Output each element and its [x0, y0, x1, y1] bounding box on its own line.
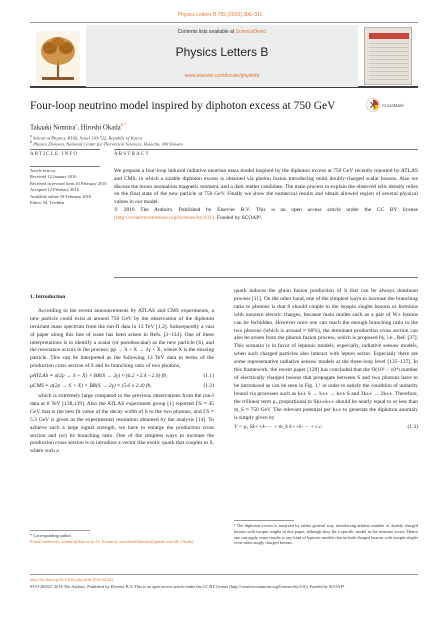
sciencedirect-link[interactable]: ScienceDirect [235, 29, 267, 35]
author-name[interactable]: Takaaki Nomura [30, 124, 76, 132]
divider [30, 166, 100, 167]
affiliation-b [30, 140, 183, 147]
author-separator: , [77, 124, 81, 132]
divider [30, 574, 418, 575]
section-heading-introduction: 1. Introduction [30, 294, 66, 300]
affiliation-marker: b [30, 140, 32, 144]
history-revised: Received in revised form 10 February 2016 [30, 180, 107, 186]
equation-1-3 [234, 424, 418, 432]
journal-cover-thumbnail[interactable] [364, 27, 412, 85]
journal-masthead [30, 22, 418, 88]
masthead-banner [86, 25, 358, 87]
affiliation-marker[interactable]: a [75, 122, 78, 127]
crossmark-badge[interactable] [366, 98, 404, 112]
equation-number[interactable]: (1.1) [203, 373, 214, 380]
equation-body: μATLAS ≡ σ(2p → S + X) × BR(S → 2γ) ≈ (6.2 +2.4 −2.0) fb, [30, 373, 168, 380]
author-emails[interactable]: E-mail addresses: nomura@kias.re.kr (T. Nomura), macokada3hiroshi@gmail.com (H. Okada). [30, 538, 195, 544]
paragraph: which is extremely large compared to the previous observations from the run-I data at 8 TeV [138,139]. Also the ATLAS experiment group [1] reported ΓS ≈ 45 GeV that is the best fit value of the decay width of S to the two photons, and ΓS ≈ 5.3 GeV is given as the experimental resolution obtained by the analysis [14]. To achieve such a large signal strength, we have to enlarge the production cross section and (or) its branching ratio. One of the simplest ways to increase the production cross section is to introduce a vector like exotic quark that couples to S, where such a [30, 392, 214, 455]
journal-homepage [86, 73, 358, 79]
contents-text: Contents lists available at [177, 29, 236, 35]
footnote-divider [234, 520, 294, 521]
history-online: Available online 18 February 2016 [30, 193, 92, 199]
crossmark-icon [366, 98, 380, 112]
equation-1-2 [30, 383, 214, 391]
abstract-heading: ABSTRACT [114, 152, 150, 157]
equation-1-1 [30, 373, 214, 381]
equation-body: μCMS ≡ σ(2p → S + X) × BR(S → 2γ) ≈ (5.6 ± 2.4) fb, [30, 383, 152, 390]
paper-title: Four-loop neutrino model inspired by diphoton excess at 750 GeV [30, 100, 336, 112]
history-label: Article history: [30, 168, 57, 173]
divider [114, 149, 418, 150]
funding-text: . Funded by SCOAP³. [214, 214, 263, 221]
affiliation-text: School of Physics, KIAS, Seoul 130-722, Republic of Korea [32, 135, 143, 141]
elsevier-tree-logo[interactable] [36, 31, 80, 85]
abstract-text: We propose a four-loop induced radiative neutrino mass model inspired by the diphoton excess at 750 GeV recently reported by ATLAS and CMS, in which a sizable diphoton excess is obtained via photon fusion introducing multi doubly-charged scalar bosons. Also we discuss the moon anomalous magnetic moment, and a dark matter candidate. The main process to explain the observed relic density relies on the final state of the new particle at 750 GeV. Finally we show the numerical results and obtain allowed region of several physical values in our model. [114, 168, 418, 206]
body-column-left [30, 288, 214, 456]
license-link[interactable]: (http://creativecommons.org/licenses/by/4.0/) [114, 214, 215, 221]
copyright-text: © 2016 The Authors. Published by Elsevier B.V. This is an open access article under the CC BY license [114, 206, 418, 213]
article-history [30, 168, 110, 206]
equation-number[interactable]: (1.3) [407, 424, 418, 431]
paragraph: quark induces the gluon fusion production of S that can be always dominant process [11]. On the other hand, one of the simplest ways to increase the branching ratio to photons is that S should couple to the isospin singlet bosons or fermions with nonzero electric charges, because main modes such as a pair of W± bosons can be forbidden. However once one can reach the enough branching ratio to the two photons (which is around ≈ 60%), the dominant production cross section can also be arisen from the photon fusion process, which is proposed by, i.e., Ref. [37]. This scenario is in favor of leptonic models, especially, radiative seesaw models, when such charged particles also interact with lepton sector. Especially there are some representative radiative seesaw models at the three-loop level [135–137]. In this framework, the recent paper [128] has concluded that the O(10³ − 10⁴) number of electrically charged bosons that propagate between S and two photons have to be introduced as can be seen in Fig. 1,¹ in order to satisfy the condition of unitarity bound via processes such as k±± S → k±± → k±± S and 2k±± → 2k±±. Therefore, the trilinear term μ₃ proportional to Sk±±k±± should be nearly equal to or less than m_S ≈ 750 GeV. The relevant potential per k±± to generate the diphoton anomaly is simply given by [234, 288, 418, 421]
equation-body: V = μ₃ Sk++k−− + m_k k++k−− + c.c. [234, 424, 324, 431]
affiliation-marker: a [30, 134, 32, 138]
doi-link[interactable]: http://dx.doi.org/10.1016/j.physletb.2016.02.022 [30, 577, 114, 582]
article-info-heading: ARTICLE INFO [30, 152, 79, 157]
author-list [30, 122, 126, 131]
homepage-link[interactable]: www.elsevier.com/locate/physletb [184, 73, 260, 79]
history-received: Received 12 January 2016 [30, 174, 77, 180]
body-column-right [234, 288, 418, 434]
abstract-body [114, 168, 418, 223]
divider [30, 149, 100, 150]
cover-title-bar [369, 33, 409, 39]
history-accepted: Accepted 12 February 2016 [30, 187, 79, 193]
affiliation-text: Physics Division, National Center for Theoretical Sciences, Hsinchu, 300 Taiwan [33, 141, 183, 147]
footnote-1: ¹ The diphoton excess is analyzed by rather general way, introducing arbitrar number of doubly charged bosons with isospin singlet in this paper, although they fin a specific model in the neutrino sector. Hence one can apply some results to any kind of leptonic models that include charged bosons with isospin singlet even when singly charged bosons. [234, 523, 418, 546]
footnote-divider [30, 530, 90, 531]
journal-title: Physics Letters B [175, 45, 269, 59]
crossmark-label: CrossMark [382, 102, 404, 108]
license-statement: 0370-2693/© 2016 The Authors. Published by Elsevier B.V. This is an open access article under the CC BY license (http://creativecommons.org/licenses/by/4.0/). Funded by SCOAP³. [30, 584, 346, 589]
affiliation-marker[interactable]: b,* [120, 122, 127, 127]
contents-availability [86, 29, 358, 35]
corresponding-label: * Corresponding author. [30, 533, 72, 538]
journal-reference[interactable]: Physics Letters B 755 (2016) 306–311 [177, 12, 263, 18]
history-editor: Editor: M. Trodden [30, 200, 65, 206]
equation-number[interactable]: (1.2) [203, 383, 214, 390]
divider [114, 277, 418, 278]
paragraph: According to the recent announcements by ATLAS and CMS experiments, a new particle could exist at around 750 GeV by the observation of the diphoton invariant mass spectrum from the run-II data in 13 TeV [1,2]. Subsequently a vast of paper along this line of issue has been arisen in Refs. [3–134]. One of these interpretations is to identify a scalar (or pseudoscalar) as the new particle (S), and the resonance occurs in the process; pp → S + X → 2γ + X, where X is the missing particle. This can be interpreted as the following 13 TeV data in terms of the production cross section of S and its branching ratio of two photons, [30, 307, 214, 370]
cover-text-lines [369, 43, 409, 81]
corresponding-author-note [30, 533, 214, 545]
author-name[interactable]: Hiroshi Okada [80, 124, 121, 132]
abstract-copyright [114, 207, 418, 223]
